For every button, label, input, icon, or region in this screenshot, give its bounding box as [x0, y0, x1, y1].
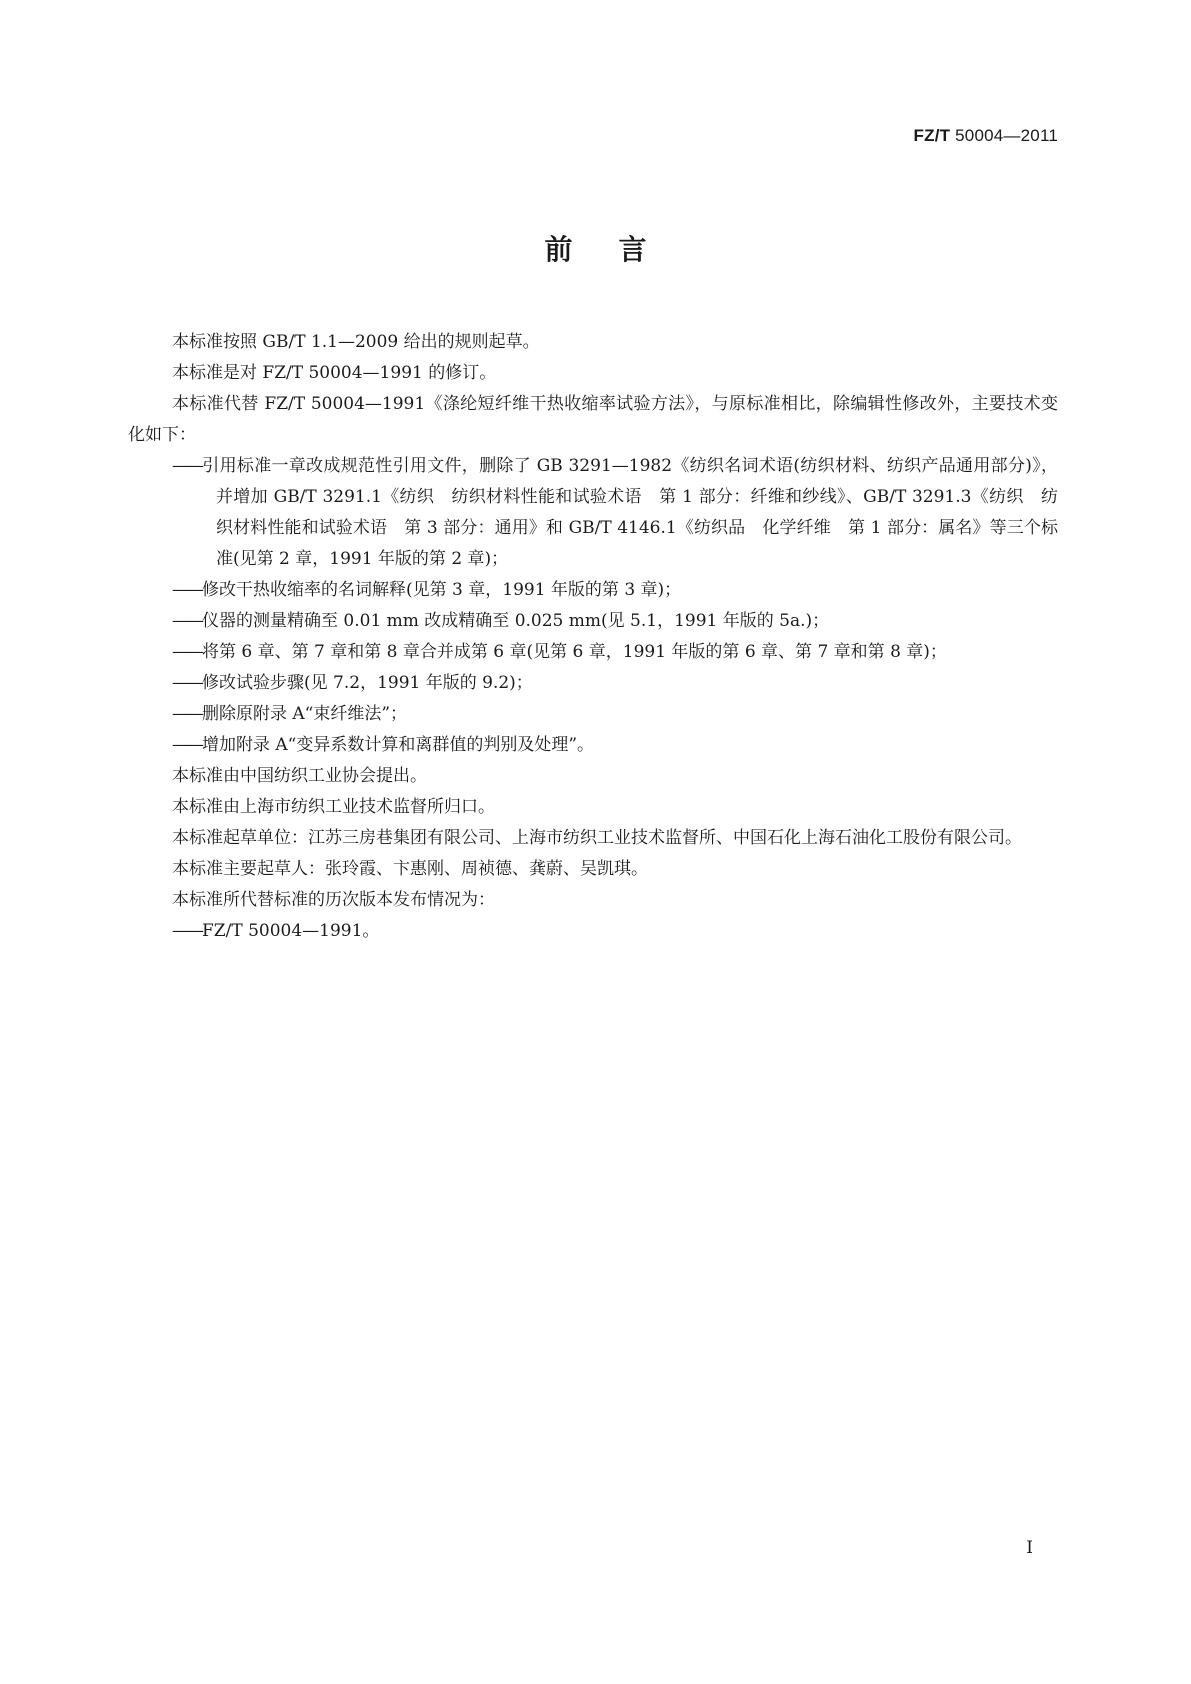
change-item	[172, 575, 1058, 606]
administration-paragraph: 本标准由上海市纺织工业技术监督所归口。	[172, 797, 495, 817]
change-item-text: 修改干热收缩率的名词解释(见第 3 章，1991 年版的第 3 章)；	[202, 580, 682, 600]
standard-code	[914, 126, 1058, 146]
drafting-units-paragraph: 本标准起草单位：江苏三房巷集团有限公司、上海市纺织工业技术监督所、中国石化上海石油化工股份有限公司。	[172, 828, 1022, 848]
dash-marker: ——	[172, 673, 202, 693]
history-item-text: FZ/T 50004—1991。	[202, 921, 380, 941]
dash-marker: ——	[172, 611, 202, 631]
change-item	[172, 606, 1058, 637]
change-item	[172, 730, 1058, 761]
proposer-paragraph: 本标准由中国纺织工业协会提出。	[172, 766, 427, 786]
dash-marker: ——	[172, 580, 202, 600]
history-intro-paragraph: 本标准所代替标准的历次版本发布情况为：	[172, 890, 495, 910]
change-item-text: 仪器的测量精确至 0.01 mm 改成精确至 0.025 mm(见 5.1，1991 年版的 5a.)；	[202, 611, 830, 631]
change-item-text: 删除原附录 A“束纤维法”；	[202, 704, 408, 724]
history-item	[172, 916, 1058, 947]
change-item	[172, 668, 1058, 699]
revision-paragraph: 本标准是对 FZ/T 50004—1991 的修订。	[172, 363, 497, 383]
drafters-paragraph: 本标准主要起草人：张玲霞、卞惠刚、周祯德、龚蔚、吴凯琪。	[172, 859, 648, 879]
page-number: I	[1026, 1538, 1033, 1558]
change-item	[172, 637, 1058, 668]
change-item-text: 引用标准一章改成规范性引用文件，删除了 GB 3291—1982《纺织名词术语(纺织材料、纺织产品通用部分)》，并增加 GB/T 3291.1《纺织 纺织材料性能和试验术语 第 1 部分：纤维和纱线》、GB/T 3291.3《纺织 纺织材料性能和试验术语 第 3 部分：通用》和 GB/T 4146.1《纺织品 化学纤维 第 1 部分：属名》等三个标准(见第 2 章，1991 年版的第 2 章)；	[202, 456, 1058, 569]
change-item-text: 将第 6 章、第 7 章和第 8 章合并成第 6 章(见第 6 章，1991 年版的第 6 章、第 7 章和第 8 章)；	[202, 642, 947, 662]
change-item	[172, 451, 1058, 575]
preface-body	[128, 327, 1058, 947]
change-item-text: 增加附录 A“变异系数计算和离群值的判别及处理”。	[202, 735, 595, 755]
drafting-rule-paragraph: 本标准按照 GB/T 1.1—2009 给出的规则起草。	[172, 332, 540, 352]
dash-marker: ——	[172, 735, 202, 755]
standard-code-prefix: FZ/T	[913, 126, 951, 145]
dash-marker: ——	[172, 704, 202, 724]
dash-marker: ——	[172, 642, 202, 662]
change-item	[172, 699, 1058, 730]
page-title: 前言	[544, 233, 693, 266]
replacement-paragraph: 本标准代替 FZ/T 50004—1991《涤纶短纤维干热收缩率试验方法》，与原标准相比，除编辑性修改外，主要技术变化如下：	[128, 394, 1058, 445]
dash-marker: ——	[172, 921, 202, 941]
standard-code-number: 50004—2011	[955, 126, 1058, 145]
change-item-text: 修改试验步骤(见 7.2，1991 年版的 9.2)；	[202, 673, 533, 693]
dash-marker: ——	[172, 456, 202, 476]
